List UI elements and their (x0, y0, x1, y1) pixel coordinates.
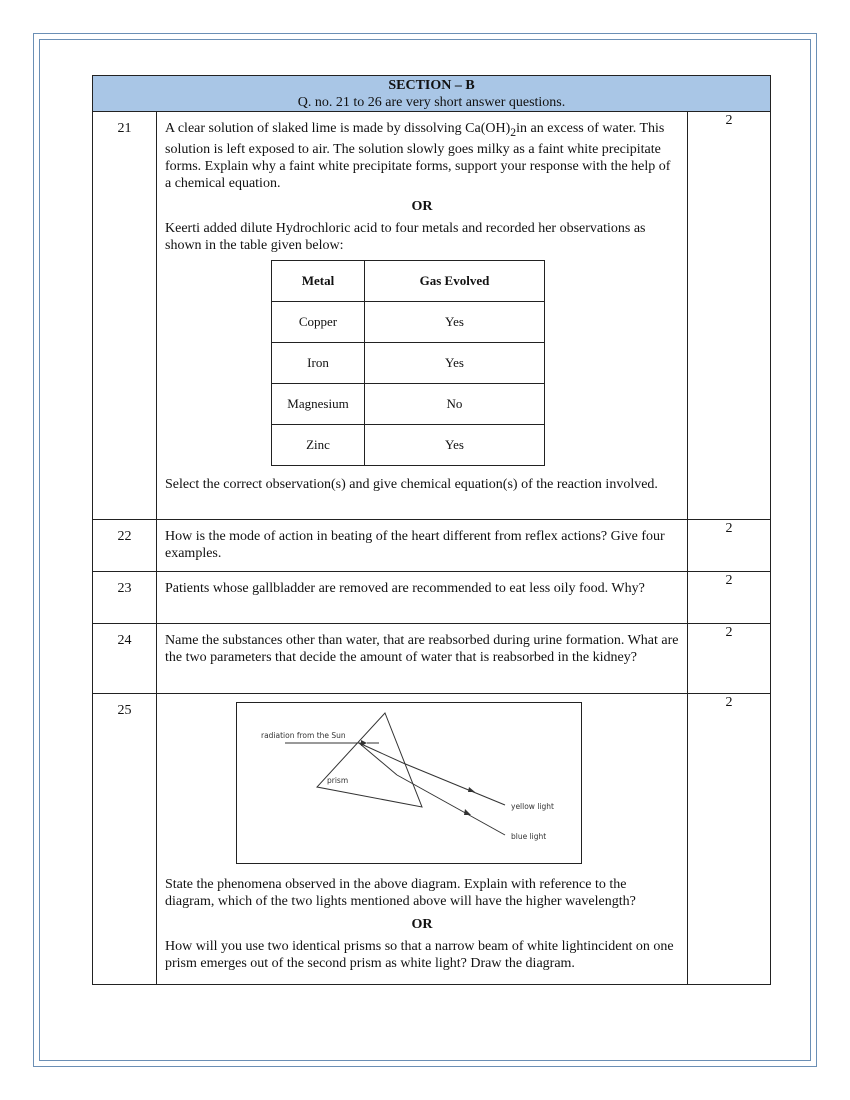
question-row-24 (93, 624, 771, 694)
section-header-row (93, 76, 771, 112)
question-number: 25 (93, 694, 157, 985)
alternative-intro: Keerti added dilute Hydrochloric acid to four metals and recorded her observations as shown in the table given below: (165, 220, 646, 253)
table-cell: Magnesium (272, 383, 365, 424)
section-header (93, 76, 771, 112)
label-yellow-light: yellow light (511, 802, 554, 811)
question-row-22 (93, 520, 771, 572)
table-cell: Zinc (272, 424, 365, 465)
prism-diagram (236, 702, 582, 864)
refracted-ray-blue (359, 743, 397, 775)
question-marks: 2 (688, 572, 771, 624)
question-text: State the phenomena observed in the above diagram. Explain with reference to the diagram, which of the two lights mentioned above will have the higher wavelength? (165, 877, 636, 909)
table-cell: Copper (272, 301, 365, 342)
question-table (92, 75, 771, 985)
question-row-23 (93, 572, 771, 624)
question-row-25 (93, 694, 771, 985)
column-header-metal: Metal (272, 260, 365, 301)
table-row (272, 383, 545, 424)
question-text: Name the substances other than water, that are reabsorbed during urine formation. What are the two parameters that decide the amount of water that is reabsorbed in the kidney? (157, 624, 688, 694)
label-prism: prism (327, 776, 349, 785)
formula-subscript: 2 (510, 125, 517, 139)
question-marks: 2 (688, 112, 771, 520)
label-source: radiation from the Sun (261, 731, 346, 740)
prism-triangle (317, 713, 422, 807)
or-divider: OR (411, 917, 433, 932)
question-number: 21 (93, 112, 157, 520)
question-number: 22 (93, 520, 157, 572)
section-title: SECTION – B (388, 77, 475, 93)
question-marks: 2 (688, 520, 771, 572)
refracted-ray-yellow (359, 743, 403, 763)
question-text-part: A clear solution of slaked lime is made by dissolving Ca(OH) (165, 121, 511, 136)
table-cell: Yes (365, 301, 545, 342)
label-blue-light: blue light (511, 832, 547, 841)
question-text-part: in an excess of water. This solution is left exposed to air. The solution slowly goes milky as a faint white precipitate forms. Explain why a faint white precipitate forms, support your response with the help of a chemical equation. (165, 121, 671, 191)
or-divider: OR (411, 198, 433, 214)
yellow-arrow (468, 787, 475, 792)
question-text (165, 120, 679, 192)
table-cell: Yes (365, 424, 545, 465)
table-row (272, 424, 545, 465)
section-subtitle: Q. no. 21 to 26 are very short answer questions. (297, 94, 566, 110)
alternative-text: How will you use two identical prisms so that a narrow beam of white lightincident on one prism emerges out of the second prism as white light? Draw the diagram. (165, 939, 674, 971)
blue-arrow (464, 809, 471, 815)
question-row-21 (93, 112, 771, 520)
observation-header-row (272, 260, 545, 301)
question-number: 23 (93, 572, 157, 624)
question-marks: 2 (688, 694, 771, 985)
table-row (272, 301, 545, 342)
table-cell: No (365, 383, 545, 424)
table-row (272, 342, 545, 383)
alternative-outro: Select the correct observation(s) and give chemical equation(s) of the reaction involved. (165, 476, 658, 492)
column-header-gas-evolved: Gas Evolved (365, 260, 545, 301)
question-text: How is the mode of action in beating of the heart different from reflex actions? Give four examples. (157, 520, 688, 572)
observation-table (271, 260, 545, 466)
question-text-cell (157, 112, 688, 520)
question-marks: 2 (688, 624, 771, 694)
question-text: Patients whose gallbladder are removed are recommended to eat less oily food. Why? (157, 572, 688, 624)
table-cell: Yes (365, 342, 545, 383)
question-text-cell (157, 694, 688, 985)
table-cell: Iron (272, 342, 365, 383)
question-number: 24 (93, 624, 157, 694)
prism-dispersion-svg (237, 703, 581, 863)
